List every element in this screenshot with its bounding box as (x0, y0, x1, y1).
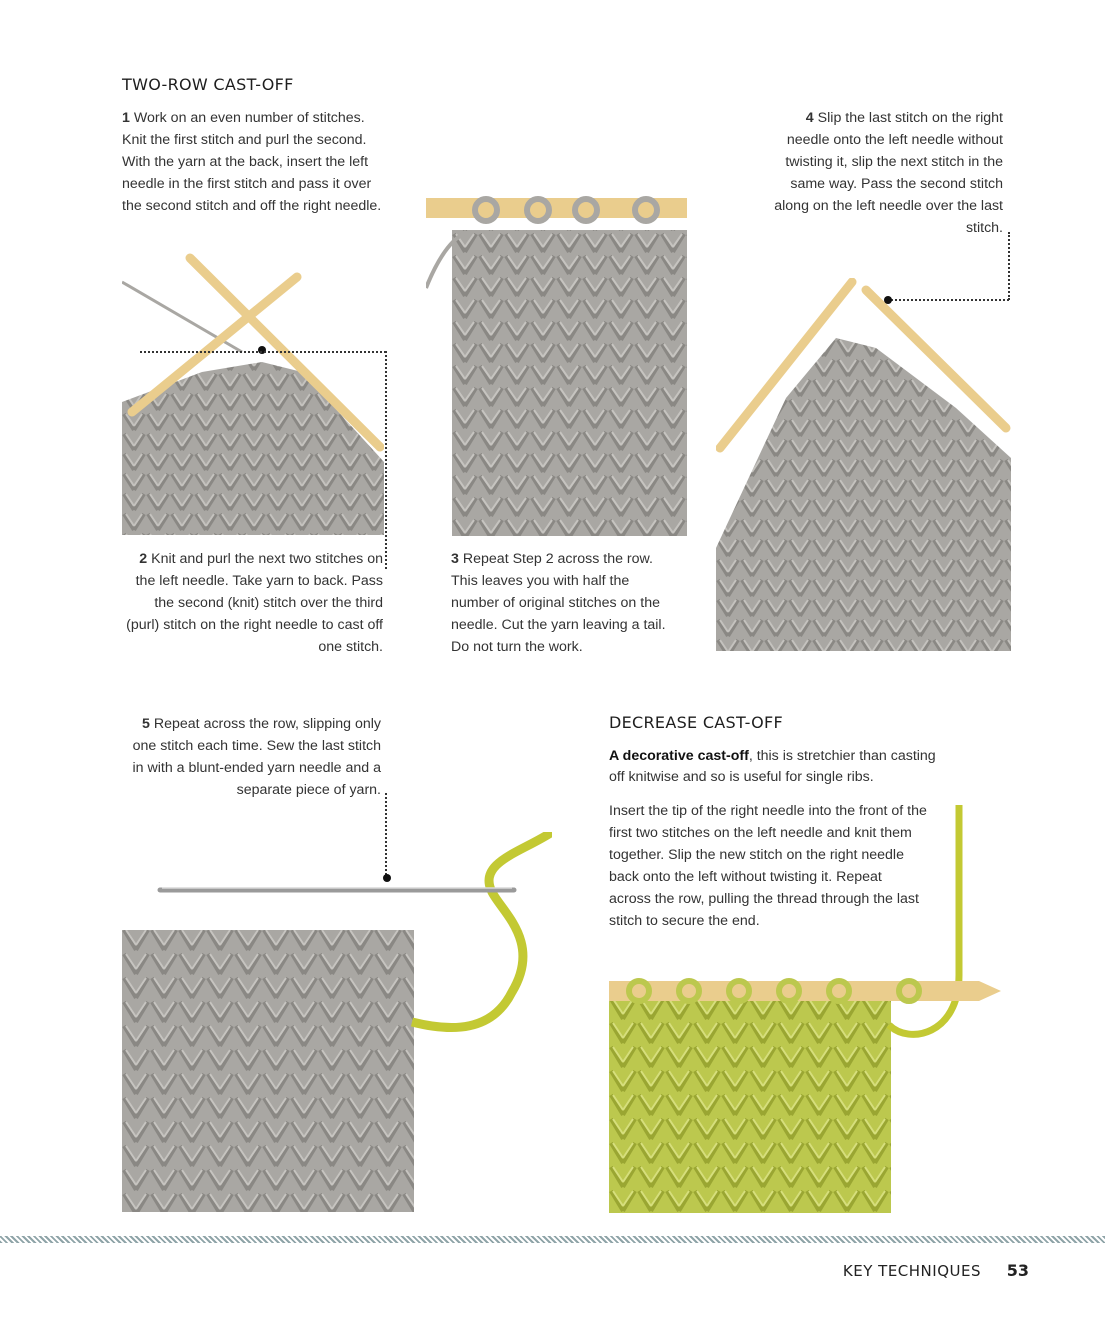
knitting-illustration-step-3 (426, 188, 687, 536)
step-text: Repeat across the row, slipping only one stitch each time. Sew the last stitch in with a blunt-ended yarn needle and a separate piece of yarn. (132, 716, 381, 798)
section-heading-decrease-cast-off: DECREASE CAST-OFF (609, 713, 784, 732)
step-number: 5 (141, 716, 150, 732)
intro-lead: A decorative cast-off (609, 748, 749, 764)
step-5 (122, 713, 381, 801)
photo-step-1 (122, 252, 384, 535)
footer-section-label: KEY TECHNIQUES (842, 1262, 981, 1280)
step-number: 2 (139, 551, 148, 567)
step-2 (122, 548, 383, 658)
photo-decrease-cast-off (609, 805, 1005, 1213)
decrease-intro (609, 746, 954, 788)
leader-line (385, 351, 387, 569)
step-text: Work on an even number of stitches. Knit the first stitch and purl the second. With the yarn at the back, insert the left needle in the first stitch and pass it over the second stitch and off the right needle. (122, 110, 382, 214)
leader-line (140, 351, 386, 353)
photo-step-5 (122, 832, 552, 1212)
step-text: Knit and purl the next two stitches on the left needle. Take yarn to back. Pass the second (knit) stitch over the third (purl) stitch on the right needle to cast off one stitch. (126, 551, 383, 655)
intro-rest: , this is stretchier than casting off knitwise and so is useful for single ribs. (609, 748, 936, 785)
photo-step-3 (426, 188, 687, 536)
step-number: 3 (451, 551, 459, 567)
step-number: 4 (805, 110, 814, 126)
knitting-illustration-step-5 (122, 832, 552, 1212)
step-4 (760, 107, 1003, 239)
section-heading-two-row-cast-off: TWO-ROW CAST-OFF (122, 75, 294, 94)
knitting-illustration-step-1 (122, 252, 384, 535)
step-text: Repeat Step 2 across the row. This leaves you with half the number of original stitches on the needle. Cut the yarn leaving a tail. Do not turn the work. (451, 551, 666, 655)
decrease-instructions: Insert the tip of the right needle into the front of the first two stitches on the left needle and knit them together. Slip the new stitch on the right needle back onto the left without twisting it. Repeat across the row, pulling the thread through the last stitch to secure the end. (609, 803, 927, 929)
footer-rule (0, 1236, 1105, 1243)
step-3 (451, 548, 681, 658)
page-number: 53 (1006, 1261, 1029, 1280)
knitting-illustration-step-4 (716, 278, 1011, 651)
step-text: Slip the last stitch on the right needle onto the left needle without twisting it, slip the next stitch in the same way. Pass the second stitch along on the left needle over the last stitch. (774, 110, 1003, 236)
photo-step-4 (716, 278, 1011, 651)
step-number: 1 (122, 110, 130, 126)
step-1 (122, 107, 382, 217)
knitting-illustration-decrease (609, 805, 1005, 1213)
